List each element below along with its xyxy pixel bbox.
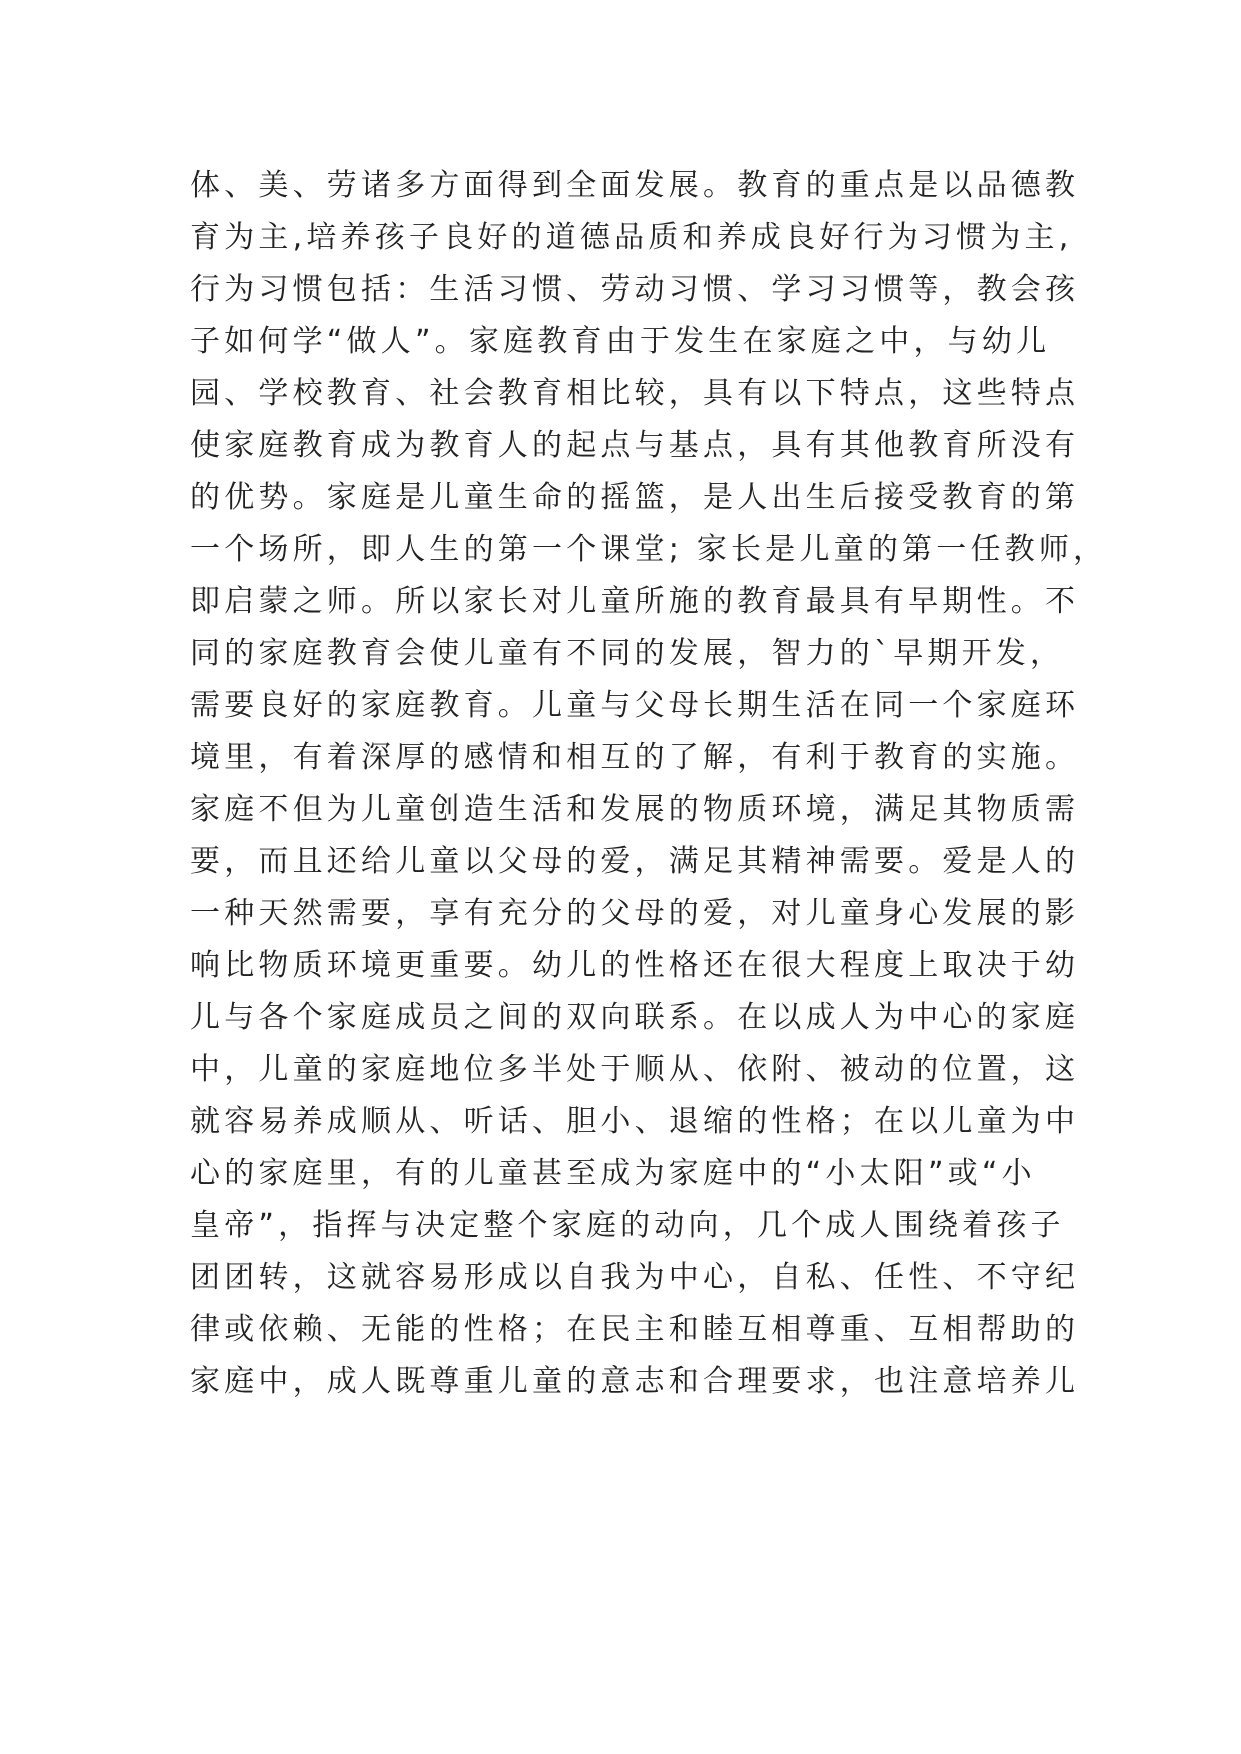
text-line: 团团转，这就容易形成以自我为中心，自私、任性、不守纪 bbox=[190, 1260, 1080, 1295]
text-line: 要，而且还给儿童以父母的爱，满足其精神需要。爱是人的 bbox=[190, 844, 1080, 879]
text-line: 境里，有着深厚的感情和相互的了解，有利于教育的实施。 bbox=[190, 740, 1080, 775]
text-line: 家庭不但为儿童创造生活和发展的物质环境，满足其物质需 bbox=[190, 792, 1080, 827]
text-line: 使家庭教育成为教育人的起点与基点，具有其他教育所没有 bbox=[190, 428, 1080, 463]
text-line: 一个场所，即人生的第一个课堂; 家长是儿童的第一任教师， bbox=[190, 532, 1108, 567]
text-line: 体、美、劳诸多方面得到全面发展。教育的重点是以品德教 bbox=[190, 168, 1080, 203]
body-text bbox=[190, 160, 1150, 1408]
text-line: 一种天然需要，享有充分的父母的爱，对儿童身心发展的影 bbox=[190, 896, 1080, 931]
text-line: 律或依赖、无能的性格；在民主和睦互相尊重、互相帮助的 bbox=[190, 1312, 1080, 1347]
text-line: 行为习惯包括：生活习惯、劳动习惯、学习习惯等，教会孩 bbox=[190, 272, 1080, 307]
text-line: 家庭中，成人既尊重儿童的意志和合理要求，也注意培养儿 bbox=[190, 1364, 1080, 1399]
text-line: 中，儿童的家庭地位多半处于顺从、依附、被动的位置，这 bbox=[190, 1052, 1080, 1087]
text-line: 就容易养成顺从、听话、胆小、退缩的性格；在以儿童为中 bbox=[190, 1104, 1080, 1139]
text-line: 子如何学“做人”。家庭教育由于发生在家庭之中，与幼儿 bbox=[190, 324, 1051, 359]
text-line: 响比物质环境更重要。幼儿的性格还在很大程度上取决于幼 bbox=[190, 948, 1080, 983]
text-line: 园、学校教育、社会教育相比较，具有以下特点，这些特点 bbox=[190, 376, 1080, 411]
text-line: 即启蒙之师。所以家长对儿童所施的教育最具有早期性。不 bbox=[190, 584, 1080, 619]
text-line: 儿与各个家庭成员之间的双向联系。在以成人为中心的家庭 bbox=[190, 1000, 1080, 1035]
text-line: 心的家庭里，有的儿童甚至成为家庭中的“小太阳”或“小 bbox=[190, 1156, 1036, 1191]
text-line: 需要良好的家庭教育。儿童与父母长期生活在同一个家庭环 bbox=[190, 688, 1080, 723]
text-line: 皇帝”，指挥与决定整个家庭的动向，几个成人围绕着孩子 bbox=[190, 1208, 1065, 1243]
text-line: 的优势。家庭是儿童生命的摇篮，是人出生后接受教育的第 bbox=[190, 480, 1080, 515]
text-line: 同的家庭教育会使儿童有不同的发展，智力的`早期开发， bbox=[190, 636, 1065, 671]
text-line: 育为主,培养孩子良好的道德品质和养成良好行为习惯为主, bbox=[190, 220, 1073, 255]
